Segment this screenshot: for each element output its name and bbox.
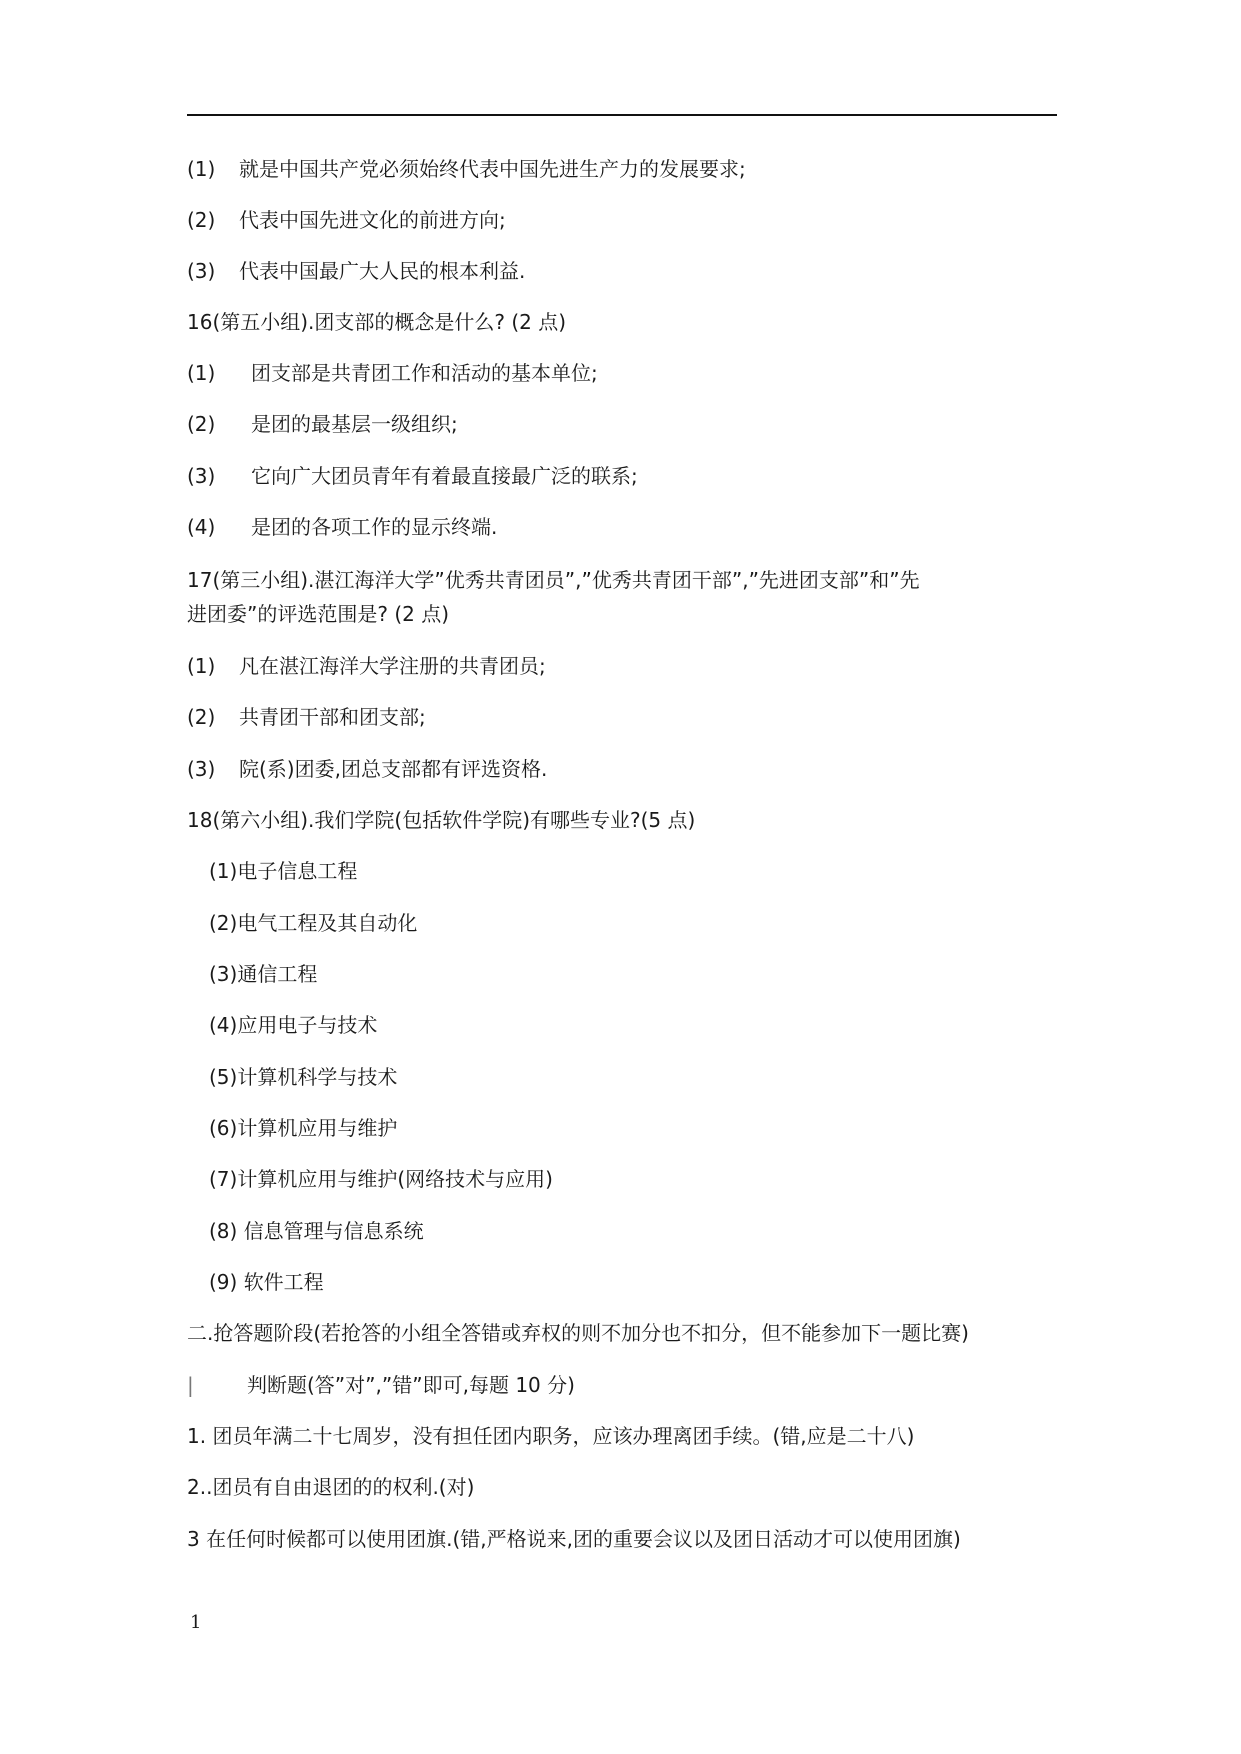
item-text: 凡在湛江海洋大学注册的共青团员; (239, 654, 546, 678)
list-item (187, 360, 598, 386)
item-number: (4) (187, 515, 216, 539)
subheading-text: 判断题(答”对”,”错”即可,每题 10 分) (247, 1373, 575, 1397)
question-17-line1: 17(第三小组).湛江海洋大学”优秀共青团员”,”优秀共青团干部”,”先进团支部”和”先 (187, 568, 920, 592)
item-number: (2) (187, 412, 216, 436)
question-18: 18(第六小组).我们学院(包括软件学院)有哪些专业?(5 点) (187, 808, 696, 832)
page-number: 1 (190, 1612, 202, 1633)
item-number: (3) (187, 757, 216, 781)
item-number: (1) (187, 654, 216, 678)
list-item: 2..团员有自由退团的的权利.(对) (187, 1475, 475, 1499)
list-item: (8) 信息管理与信息系统 (209, 1219, 424, 1243)
list-item (187, 411, 458, 437)
header-rule (187, 114, 1057, 116)
item-text: 代表中国最广大人民的根本利益. (239, 259, 526, 283)
list-item: (2)电气工程及其自动化 (209, 911, 418, 935)
item-number: (3) (187, 259, 216, 283)
list-item: 3 在任何时候都可以使用团旗.(错,严格说来,团的重要会议以及团日活动才可以使用团旗) (187, 1527, 961, 1551)
question-17-line2: 进团委”的评选范围是? (2 点) (187, 602, 450, 626)
item-number: (2) (187, 705, 216, 729)
question-16: 16(第五小组).团支部的概念是什么? (2 点) (187, 310, 567, 334)
list-item (187, 207, 506, 233)
list-item (187, 514, 497, 540)
bullet-mark: | (187, 1373, 194, 1397)
item-number: (3) (187, 464, 216, 488)
list-item: (1)电子信息工程 (209, 859, 358, 883)
list-item: 1. 团员年满二十七周岁，没有担任团内职务，应该办理离团手续。(错,应是二十八) (187, 1424, 915, 1448)
list-item (187, 756, 547, 782)
section-2-heading: 二.抢答题阶段(若抢答的小组全答错或弃权的则不加分也不扣分，但不能参加下一题比赛) (187, 1321, 969, 1345)
list-item: (7)计算机应用与维护(网络技术与应用) (209, 1167, 553, 1191)
list-item (187, 463, 638, 489)
list-item: (6)计算机应用与维护 (209, 1116, 398, 1140)
item-number: (1) (187, 157, 216, 181)
list-item (187, 653, 546, 679)
list-item: (9) 软件工程 (209, 1270, 324, 1294)
list-item: (4)应用电子与技术 (209, 1013, 378, 1037)
item-number: (1) (187, 361, 216, 385)
item-text: 院(系)团委,团总支部都有评选资格. (239, 757, 548, 781)
item-text: 团支部是共青团工作和活动的基本单位; (251, 361, 598, 385)
list-item: (5)计算机科学与技术 (209, 1065, 398, 1089)
item-text: 共青团干部和团支部; (239, 705, 426, 729)
item-text: 它向广大团员青年有着最直接最广泛的联系; (251, 464, 638, 488)
item-number: (2) (187, 208, 216, 232)
item-text: 是团的各项工作的显示终端. (251, 515, 498, 539)
list-item (187, 156, 746, 182)
list-item: (3)通信工程 (209, 962, 318, 986)
section-2-subheading (187, 1372, 575, 1398)
list-item (187, 704, 426, 730)
list-item (187, 258, 525, 284)
item-text: 是团的最基层一级组织; (251, 412, 458, 436)
item-text: 代表中国先进文化的前进方向; (239, 208, 506, 232)
item-text: 就是中国共产党必须始终代表中国先进生产力的发展要求; (239, 157, 746, 181)
